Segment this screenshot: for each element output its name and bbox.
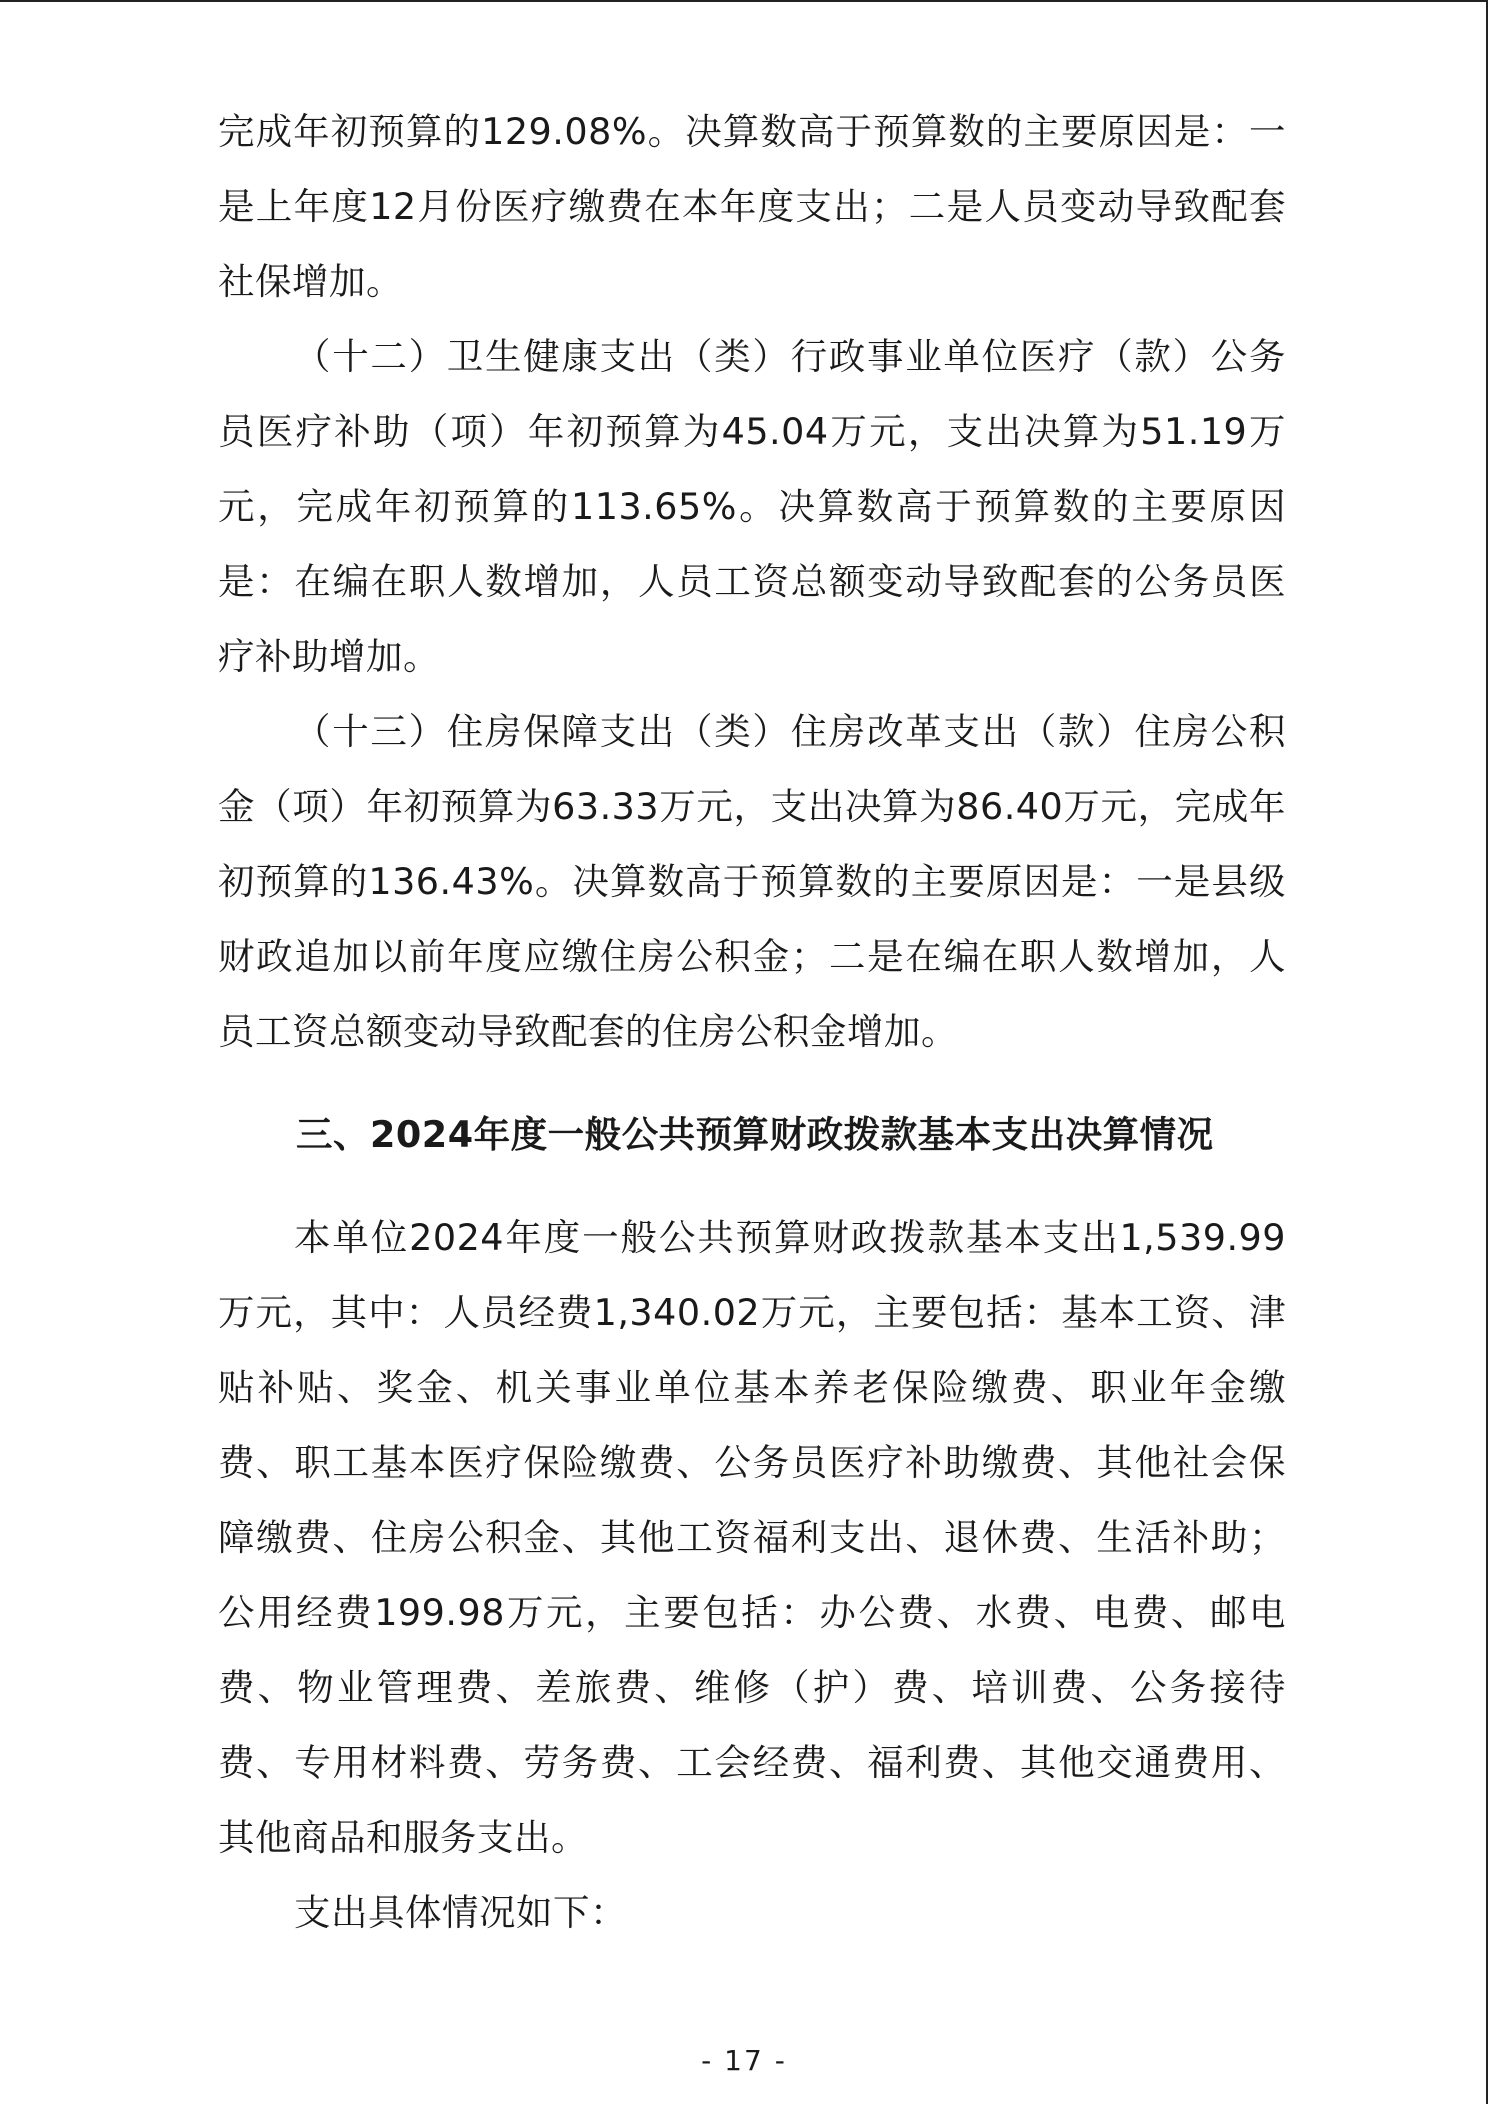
paragraph-basic-expenditure: 本单位2024年度一般公共预算财政拨款基本支出1,539.99万元，其中：人员经费1,340.02万元，主要包括：基本工资、津贴补贴、奖金、机关事业单位基本养老保险缴费、职业年金缴费、职工基本医疗保险缴费、公务员医疗补助缴费、其他社会保障缴费、住房公积金、其他工资福利支出、退休费、生活补助；公用经费199.98万元，主要包括：办公费、水费、电费、邮电费、物业管理费、差旅费、维修（护）费、培训费、公务接待费、专用材料费、劳务费、工会经费、福利费、其他交通费用、其他商品和服务支出。 xyxy=(218,1216,1286,1859)
paragraph-item-13: （十三）住房保障支出（类）住房改革支出（款）住房公积金（项）年初预算为63.33万元，支出决算为86.40万元，完成年初预算的136.43%。决算数高于预算数的主要原因是：一是县级财政追加以前年度应缴住房公积金；二是在编在职人数增加，人员工资总额变动导致配套的住房公积金增加。 xyxy=(218,710,1286,1053)
paragraph-details-intro: 支出具体情况如下： xyxy=(294,1891,627,1934)
paragraph-item-12: （十二）卫生健康支出（类）行政事业单位医疗（款）公务员医疗补助（项）年初预算为45.04万元，支出决算为51.19万元，完成年初预算的113.65%。决算数高于预算数的主要原因是：在编在职人数增加，人员工资总额变动导致配套的公务员医疗补助增加。 xyxy=(218,335,1286,678)
section-heading-3: 三、2024年度一般公共预算财政拨款基本支出决算情况 xyxy=(296,1113,1214,1156)
paragraph-continuation: 完成年初预算的129.08%。决算数高于预算数的主要原因是：一是上年度12月份医疗缴费在本年度支出；二是人员变动导致配套社保增加。 xyxy=(218,110,1286,303)
document-body xyxy=(218,94,1286,1950)
page-number: - 17 - xyxy=(701,2044,787,2077)
top-border-line xyxy=(0,0,1488,2)
